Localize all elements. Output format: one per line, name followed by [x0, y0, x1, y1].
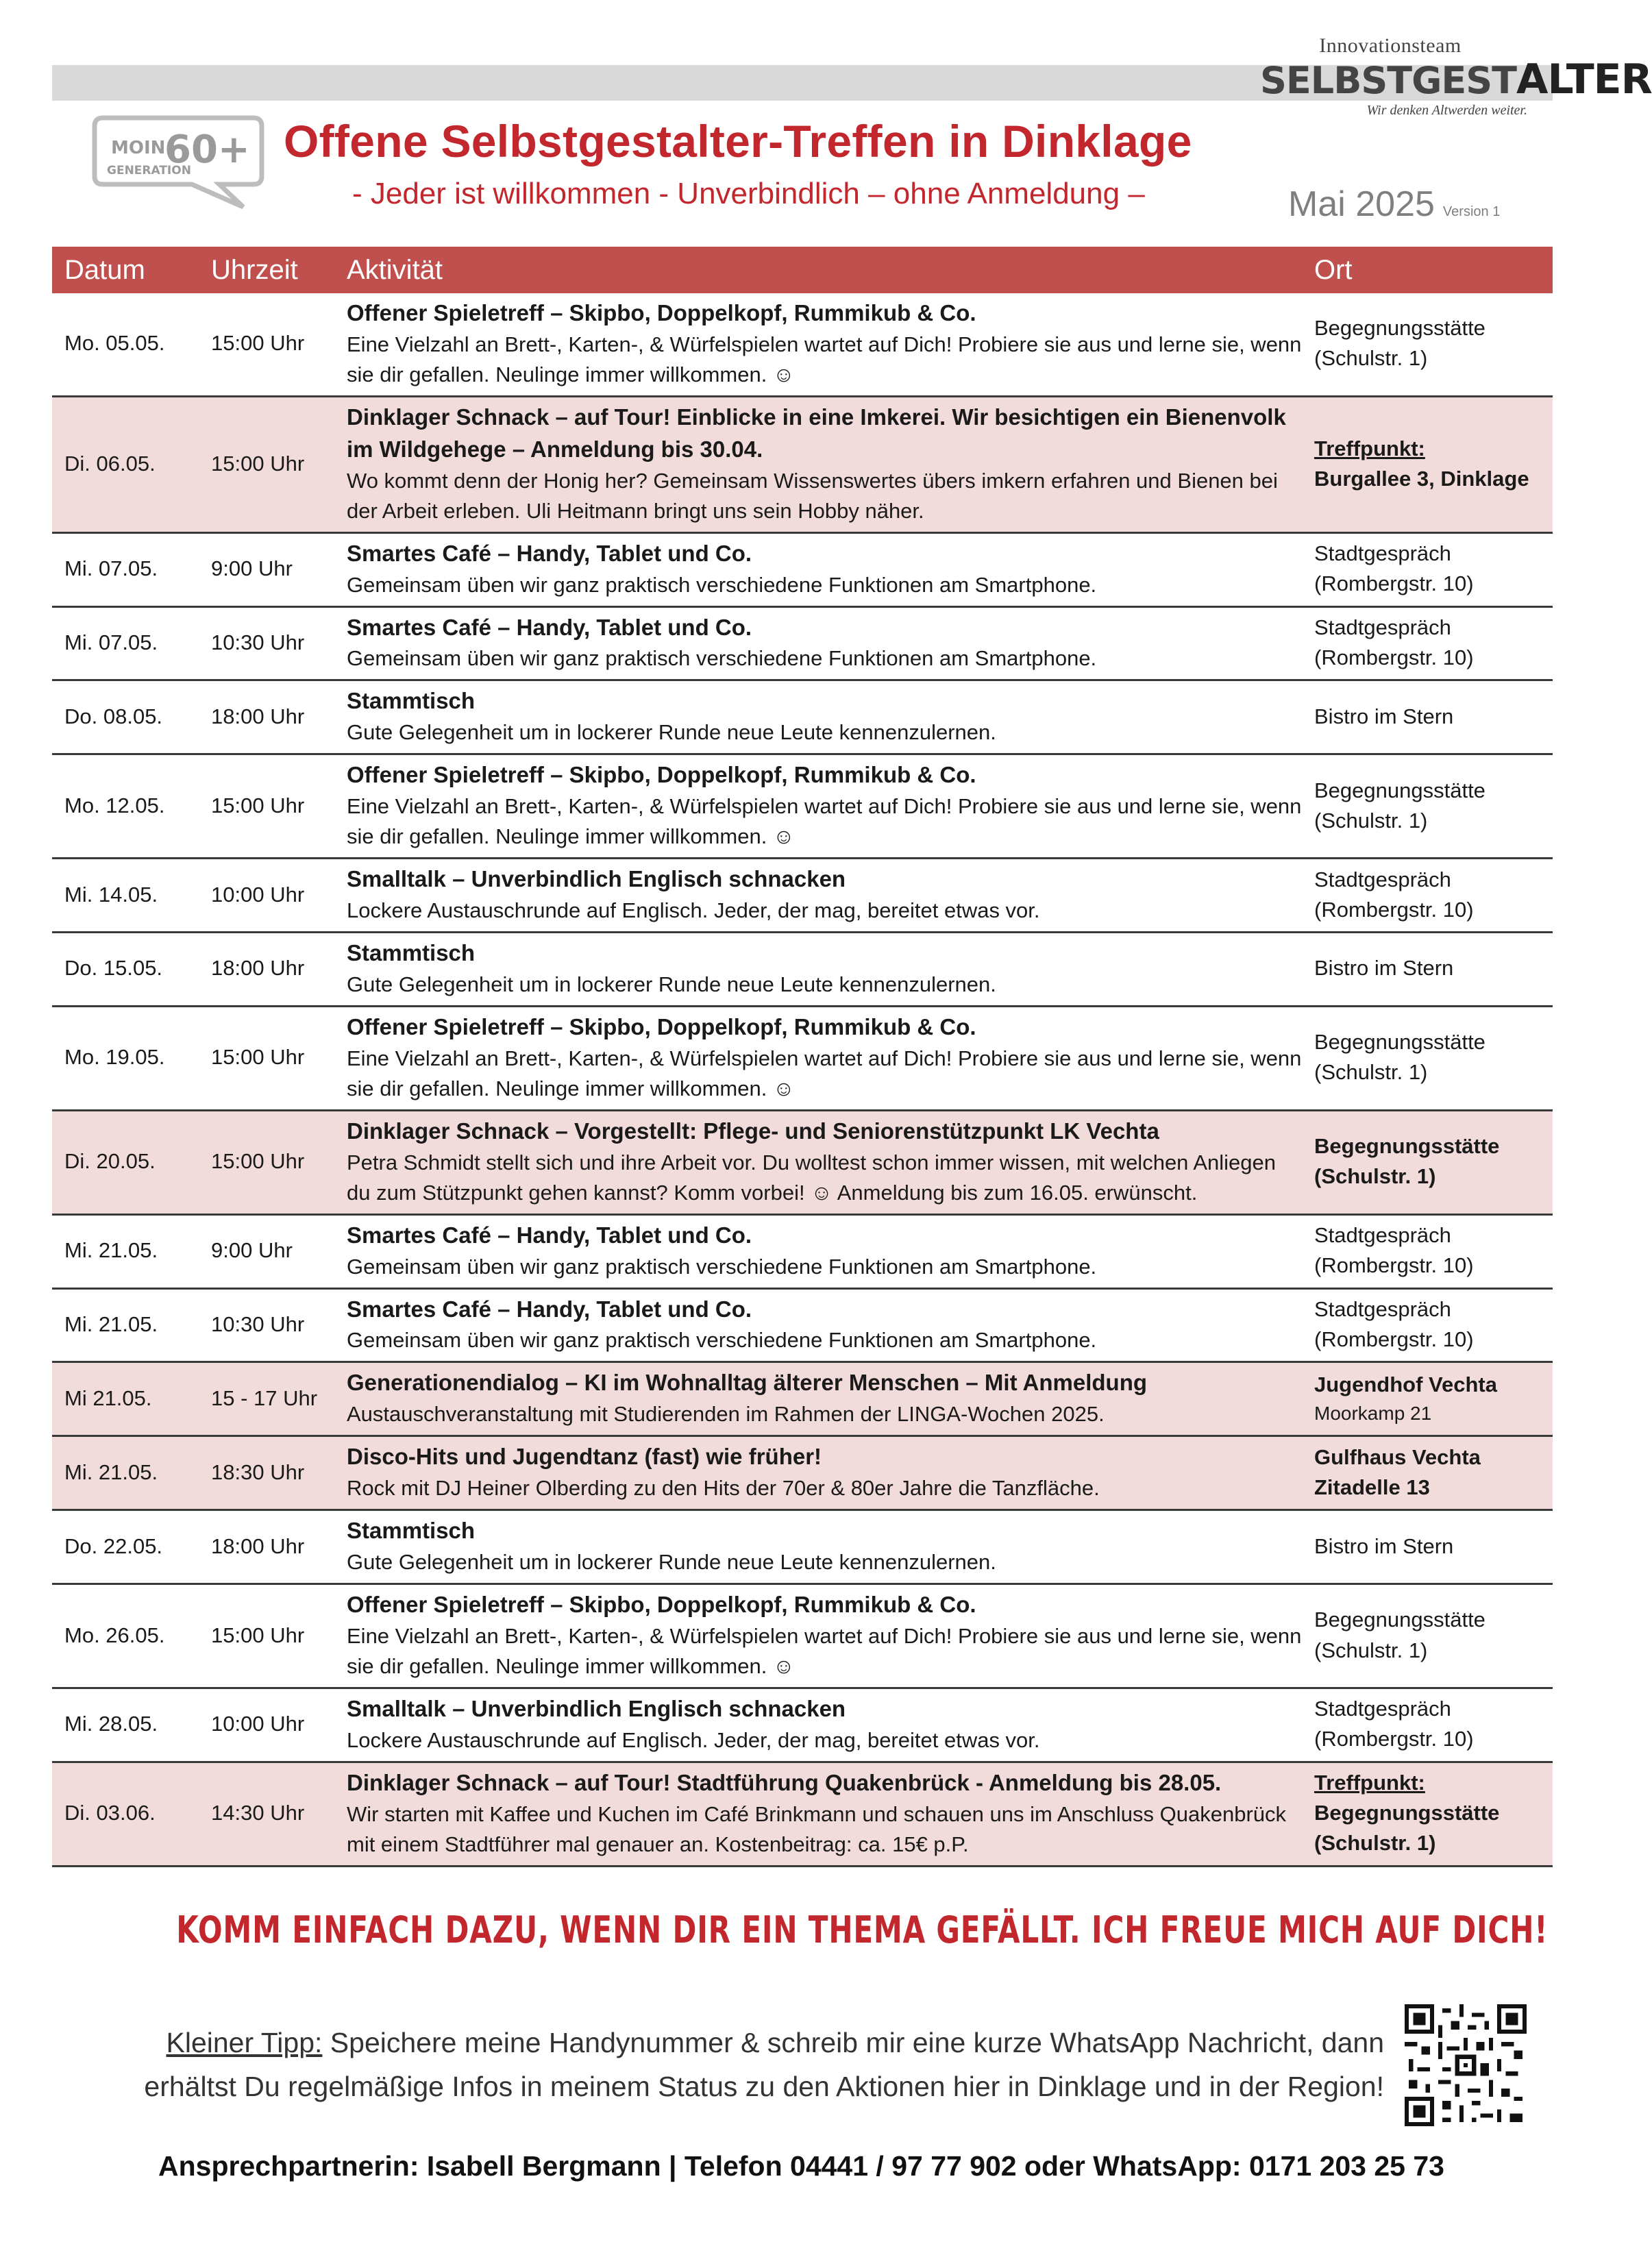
location-text: Bistro im Stern [1314, 1534, 1454, 1558]
location-text: Begegnungsstätte (Schulstr. 1) [1314, 1608, 1485, 1662]
table-row [52, 293, 1553, 396]
activity-title: Smartes Café – Handy, Tablet und Co. [347, 1222, 752, 1248]
activity-description: Eine Vielzahl an Brett-, Karten-, & Würfelspielen wartet auf Dich! Probiere sie aus und lerne sie, wenn sie dir gefallen. Neulinge immer willkommen. ☺ [347, 1046, 1302, 1100]
logo-number: 60+ [164, 127, 250, 172]
activity-description: Eine Vielzahl an Brett-, Karten-, & Würfelspielen wartet auf Dich! Probiere sie aus und lerne sie, wenn sie dir gefallen. Neulinge immer willkommen. ☺ [347, 332, 1302, 386]
cell-activity [334, 680, 1302, 754]
activity-description: Gemeinsam üben wir ganz praktisch verschiedene Funktionen am Smartphone. [347, 1254, 1097, 1279]
cell-time: 9:00 Uhr [199, 1214, 334, 1288]
activity-description: Gemeinsam üben wir ganz praktisch verschiedene Funktionen am Smartphone. [347, 1328, 1097, 1353]
cell-time: 18:00 Uhr [199, 933, 334, 1007]
activity-title: Offener Spieletreff – Skipbo, Doppelkopf, Rummikub & Co. [347, 762, 976, 788]
cell-date: Mi. 21.05. [52, 1288, 199, 1362]
cell-location [1302, 1214, 1553, 1288]
brand-line2 [1260, 56, 1652, 103]
table-row [52, 606, 1553, 680]
page-title: Offene Selbstgestalter-Treffen in Dinklage [284, 116, 1192, 167]
location-text: Begegnungsstätte (Schulstr. 1) [1314, 1134, 1500, 1189]
location-text: Burgallee 3, Dinklage [1314, 466, 1529, 491]
cell-time: 10:00 Uhr [199, 1688, 334, 1762]
activity-description: Gute Gelegenheit um in lockerer Runde neue Leute kennenzulernen. [347, 1550, 996, 1575]
brand-logo [1260, 34, 1652, 119]
location-text: Stadtgespräch (Rombergstr. 10) [1314, 1223, 1474, 1278]
cell-location [1302, 532, 1553, 606]
activity-title: Smalltalk – Unverbindlich Englisch schnacken [347, 1695, 846, 1721]
cell-date: Mi. 28.05. [52, 1688, 199, 1762]
brand-line2b: ALTER [1516, 56, 1652, 103]
activity-title: Smalltalk – Unverbindlich Englisch schnacken [347, 866, 846, 892]
location-text: Stadtgespräch (Rombergstr. 10) [1314, 867, 1474, 922]
table-row [52, 532, 1553, 606]
cell-date: Mo. 12.05. [52, 754, 199, 859]
cell-date: Mi 21.05. [52, 1362, 199, 1436]
cell-activity [334, 1436, 1302, 1510]
activity-title: Disco-Hits und Jugendtanz (fast) wie früher! [347, 1444, 822, 1470]
cell-date: Mi. 07.05. [52, 606, 199, 680]
cell-time: 9:00 Uhr [199, 532, 334, 606]
cell-location [1302, 1362, 1553, 1436]
table-row [52, 1510, 1553, 1584]
cell-activity [334, 606, 1302, 680]
activity-title: Generationendialog – KI im Wohnalltag älterer Menschen – Mit Anmeldung [347, 1370, 1148, 1396]
table-row [52, 1688, 1553, 1762]
cell-location [1302, 933, 1553, 1007]
call-to-action: KOMM EINFACH DAZU, WENN DIR EIN THEMA GEFÄLLT. ICH FREUE MICH AUF DICH! [176, 1908, 1549, 1951]
cell-activity [334, 532, 1302, 606]
cell-location [1302, 606, 1553, 680]
table-row [52, 1362, 1553, 1436]
cell-time: 18:00 Uhr [199, 1510, 334, 1584]
cell-date: Mi. 21.05. [52, 1436, 199, 1510]
cell-time: 15:00 Uhr [199, 754, 334, 859]
cell-time: 15:00 Uhr [199, 293, 334, 396]
activity-description: Lockere Austauschrunde auf Englisch. Jeder, der mag, bereitet etwas vor. [347, 898, 1040, 923]
activity-title: Smartes Café – Handy, Tablet und Co. [347, 614, 752, 640]
activity-title: Offener Spieletreff – Skipbo, Doppelkopf, Rummikub & Co. [347, 1013, 976, 1039]
table-row [52, 1110, 1553, 1214]
cell-time: 14:30 Uhr [199, 1762, 334, 1866]
brand-line2a: SELBSTGEST [1260, 59, 1517, 102]
cell-activity [334, 1110, 1302, 1214]
location-address: Moorkamp 21 [1314, 1403, 1432, 1424]
activity-title: Stammtisch [347, 688, 476, 714]
contact-line: Ansprechpartnerin: Isabell Bergmann | Telefon 04441 / 97 77 902 oder WhatsApp: 0171 203 25 73 [158, 2150, 1444, 2182]
location-text: Stadtgespräch (Rombergstr. 10) [1314, 1296, 1474, 1351]
cell-location [1302, 1762, 1553, 1866]
column-header-activity: Aktivität [334, 247, 1302, 293]
cell-time: 10:30 Uhr [199, 1288, 334, 1362]
cell-activity [334, 1762, 1302, 1866]
cell-location [1302, 680, 1553, 754]
cell-activity [334, 1510, 1302, 1584]
cell-location [1302, 1288, 1553, 1362]
location-text: Stadtgespräch (Rombergstr. 10) [1314, 615, 1474, 669]
cell-location [1302, 1510, 1553, 1584]
activity-title: Stammtisch [347, 1518, 476, 1544]
cell-activity [334, 1362, 1302, 1436]
cell-date: Mi. 21.05. [52, 1214, 199, 1288]
activity-description: Gemeinsam üben wir ganz praktisch verschiedene Funktionen am Smartphone. [347, 646, 1097, 671]
location-text: Stadtgespräch (Rombergstr. 10) [1314, 1697, 1474, 1751]
activity-description: Austauschveranstaltung mit Studierenden im Rahmen der LINGA-Wochen 2025. [347, 1402, 1105, 1427]
logo-word2: GENERATION [107, 164, 191, 177]
activity-title: Dinklager Schnack – Vorgestellt: Pflege- und Seniorenstützpunkt LK Vechta [347, 1118, 1159, 1144]
version-label: Version 1 [1442, 204, 1501, 219]
page-subtitle: - Jeder ist willkommen - Unverbindlich – ohne Anmeldung – [352, 177, 1145, 210]
cell-activity [334, 1688, 1302, 1762]
cell-activity [334, 396, 1302, 532]
moin-generation-logo [82, 111, 267, 214]
cell-date: Do. 15.05. [52, 933, 199, 1007]
activity-title: Stammtisch [347, 940, 476, 966]
activity-title: Smartes Café – Handy, Tablet und Co. [347, 540, 752, 566]
location-text: Begegnungsstätte (Schulstr. 1) [1314, 316, 1485, 371]
cell-location [1302, 396, 1553, 532]
cell-location [1302, 293, 1553, 396]
brand-line1: Innovationsteam [1319, 34, 1462, 57]
table-row [52, 933, 1553, 1007]
cell-date: Di. 03.06. [52, 1762, 199, 1866]
cell-date: Do. 08.05. [52, 680, 199, 754]
cell-time: 15:00 Uhr [199, 1110, 334, 1214]
cell-time: 10:00 Uhr [199, 859, 334, 933]
schedule-table [52, 247, 1553, 1867]
cell-date: Di. 20.05. [52, 1110, 199, 1214]
cell-location [1302, 1110, 1553, 1214]
table-row [52, 1006, 1553, 1110]
location-meeting-label: Treffpunkt: [1314, 436, 1425, 460]
cell-activity [334, 1584, 1302, 1688]
cell-time: 18:00 Uhr [199, 680, 334, 754]
cell-activity [334, 293, 1302, 396]
cell-activity [334, 754, 1302, 859]
location-text: Begegnungsstätte (Schulstr. 1) [1314, 778, 1485, 833]
column-header-date: Datum [52, 247, 199, 293]
table-row [52, 396, 1553, 532]
location-text: Begegnungsstätte (Schulstr. 1) [1314, 1801, 1500, 1856]
activity-description: Wo kommt denn der Honig her? Gemeinsam Wissenswertes übers imkern erfahren und Bienen bei der Arbeit erleben. Uli Heitmann bringt uns sein Hobby näher. [347, 468, 1278, 523]
brand-tagline: Wir denken Altwerden weiter. [1366, 103, 1527, 118]
cell-activity [334, 1006, 1302, 1110]
cell-time: 15:00 Uhr [199, 1584, 334, 1688]
column-header-time: Uhrzeit [199, 247, 334, 293]
cell-location [1302, 1436, 1553, 1510]
activity-description: Rock mit DJ Heiner Olberding zu den Hits der 70er & 80er Jahre die Tanzfläche. [347, 1476, 1100, 1501]
activity-description: Eine Vielzahl an Brett-, Karten-, & Würfelspielen wartet auf Dich! Probiere sie aus und lerne sie, wenn sie dir gefallen. Neulinge immer willkommen. ☺ [347, 794, 1302, 849]
location-meeting-label: Treffpunkt: [1314, 1771, 1425, 1795]
cell-activity [334, 1214, 1302, 1288]
cell-activity [334, 1288, 1302, 1362]
table-row [52, 680, 1553, 754]
activity-title: Offener Spieletreff – Skipbo, Doppelkopf, Rummikub & Co. [347, 1592, 976, 1618]
cell-location [1302, 1006, 1553, 1110]
activity-description: Wir starten mit Kaffee und Kuchen im Café Brinkmann und schauen uns im Anschluss Quakenbrück mit einem Stadtführer mal genauer an. Kostenbeitrag: ca. 15€ p.P. [347, 1801, 1287, 1856]
cell-activity [334, 859, 1302, 933]
location-text: Bistro im Stern [1314, 956, 1454, 981]
cell-date: Mi. 14.05. [52, 859, 199, 933]
table-row [52, 1436, 1553, 1510]
activity-title: Offener Spieletreff – Skipbo, Doppelkopf, Rummikub & Co. [347, 300, 976, 325]
location-text: Begegnungsstätte (Schulstr. 1) [1314, 1030, 1485, 1085]
activity-title: Smartes Café – Handy, Tablet und Co. [347, 1296, 752, 1322]
qr-code [1405, 2004, 1527, 2126]
tip-paragraph [69, 2021, 1384, 2108]
activity-description: Petra Schmidt stellt sich und ihre Arbeit vor. Du wolltest schon immer wissen, mit welchen Anliegen du zum Stützpunkt gehen kannst? Komm vorbei! ☺ Anmeldung bis zum 16.05. erwünscht. [347, 1150, 1276, 1205]
table-row [52, 1288, 1553, 1362]
month-text: Mai 2025 [1288, 184, 1435, 224]
tip-text: Speichere meine Handynummer & schreib mir eine kurze WhatsApp Nachricht, dann erhältst Du regelmäßige Infos in meinem Status zu den Aktionen hier in Dinklage und in der Region! [144, 2027, 1384, 2102]
cell-date: Mo. 05.05. [52, 293, 199, 396]
activity-description: Gute Gelegenheit um in lockerer Runde neue Leute kennenzulernen. [347, 972, 996, 996]
location-text: Stadtgespräch (Rombergstr. 10) [1314, 541, 1474, 596]
column-header-location: Ort [1302, 247, 1553, 293]
activity-description: Eine Vielzahl an Brett-, Karten-, & Würfelspielen wartet auf Dich! Probiere sie aus und lerne sie, wenn sie dir gefallen. Neulinge immer willkommen. ☺ [347, 1623, 1302, 1678]
table-row [52, 859, 1553, 933]
location-text: Gulfhaus Vechta Zitadelle 13 [1314, 1444, 1481, 1499]
cell-date: Di. 06.05. [52, 396, 199, 532]
table-header-row [52, 247, 1553, 293]
cell-date: Mo. 19.05. [52, 1006, 199, 1110]
cell-location [1302, 754, 1553, 859]
cell-activity [334, 933, 1302, 1007]
cell-date: Mi. 07.05. [52, 532, 199, 606]
month-label [1288, 184, 1500, 225]
cell-date: Mo. 26.05. [52, 1584, 199, 1688]
table-row [52, 1214, 1553, 1288]
table-row [52, 754, 1553, 859]
cell-time: 18:30 Uhr [199, 1436, 334, 1510]
location-text: Jugendhof Vechta [1314, 1372, 1497, 1396]
activity-description: Gute Gelegenheit um in lockerer Runde neue Leute kennenzulernen. [347, 720, 996, 745]
tip-label: Kleiner Tipp: [166, 2027, 323, 2058]
cell-time: 15:00 Uhr [199, 396, 334, 532]
activity-title: Dinklager Schnack – auf Tour! Einblicke in eine Imkerei. Wir besichtigen ein Bienenvolk im Wildgehege – Anmeldung bis 30.04. [347, 404, 1286, 462]
activity-description: Lockere Austauschrunde auf Englisch. Jeder, der mag, bereitet etwas vor. [347, 1727, 1040, 1752]
cell-time: 15 - 17 Uhr [199, 1362, 334, 1436]
table-row [52, 1762, 1553, 1866]
table-row [52, 1584, 1553, 1688]
location-text: Bistro im Stern [1314, 704, 1454, 728]
cell-location [1302, 1688, 1553, 1762]
cell-location [1302, 1584, 1553, 1688]
logo-word1: MOIN [111, 138, 166, 158]
activity-title: Dinklager Schnack – auf Tour! Stadtführung Quakenbrück - Anmeldung bis 28.05. [347, 1769, 1222, 1795]
cell-time: 10:30 Uhr [199, 606, 334, 680]
activity-description: Gemeinsam üben wir ganz praktisch verschiedene Funktionen am Smartphone. [347, 572, 1097, 597]
cell-date: Do. 22.05. [52, 1510, 199, 1584]
cell-time: 15:00 Uhr [199, 1006, 334, 1110]
cell-location [1302, 859, 1553, 933]
